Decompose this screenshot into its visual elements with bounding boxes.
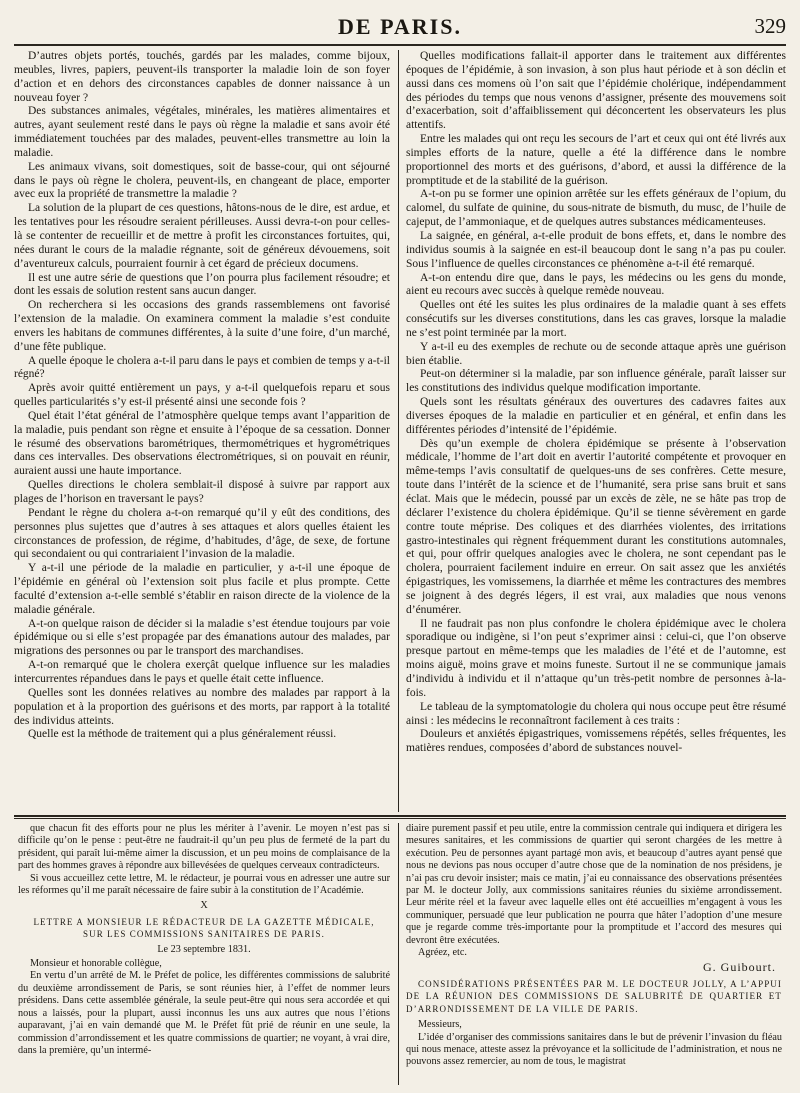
- paragraph: Si vous accueillez cette lettre, M. le rédacteur, je pourrai vous en adresser une autre sur les réformes qu’il me paraît nécessaire de faire subir à la constitution de l’Académie.: [18, 872, 390, 897]
- paragraph: Peut-on déterminer si la maladie, par son influence générale, paraît laisser sur les constitutions des individus quelque modification importante.: [406, 368, 786, 395]
- paragraph: que chacun fit des efforts pour ne plus les mériter à l’avenir. Le moyen n’est pas si difficile qu’on le pense : peut-être ne faudrait-il qu’un peu plus de fermeté de la part du président, qui paraît lui-même aimer la discussion, et un peu moins de complaisance de la part des hommes graves à répondre aux billevésées de quelques cerveaux contradicteurs.: [18, 823, 390, 872]
- paragraph: Quelles modifications fallait-il apporter dans le traitement aux différentes époques de l’épidémie, à son invasion, à son plus haut période et à son déclin et aussi dans ces momens où l’on sait que l’épidémie cholérique, indépendamment des périodes du temps que nous venons d’assigner, présente des mouvemens soit d’exacerbation, soit d’affaiblissement qui déconcertent les observateurs les plus attentifs.: [406, 50, 786, 132]
- salutation: Monsieur et honorable collègue,: [30, 958, 162, 970]
- paragraph: A quelle époque le cholera a-t-il paru dans le pays et combien de temps y a-t-il régné?: [14, 354, 390, 381]
- paragraph: Le tableau de la symptomatologie du cholera qui nous occupe peut être résumé ainsi : les médecins le reconnaîtront facilement à ces traits :: [406, 700, 786, 727]
- paragraph: Quels sont les résultats généraux des ouvertures des cadavres faites aux diverses époques de la maladie en particulier et en général, et enfin dans les différentes périodes d’intensité de l’épidémie.: [406, 396, 786, 436]
- paragraph: diaire purement passif et peu utile, entre la commission centrale qui indiquera et dirigera les mesures sanitaires, et les commissions de quartier qui seront chargées de les mettre à exécution. Peu de personnes ayant partagé mon avis, et beaucoup d’autres ayant pensé que nous ne devions pas nous occuper d’autre chose que de la nomination de nos présidens, je n’ai pas cru devoir insister; mais ce matin, j’ai eu connaissance des observations présentées par M. le docteur Jolly, aux commissions sanitaires réunies du sixième arrondissement. Leur mérite réel et la faveur avec laquelle elles ont été accueillies m’engagent à vous les communiquer, persuadé que leur publication ne pourra que hâter l’adoption d’une mesure que je regarde comme très-importante pour la promptitude et l’accord des mesures qui devront être exécutées.: [406, 823, 782, 946]
- upper-right-column: [406, 50, 786, 756]
- lower-column-divider: [398, 823, 399, 1085]
- feuilleton-rule-top: [14, 815, 786, 817]
- paragraph: D’autres objets portés, touchés, gardés par les malades, comme bijoux, meubles, livres, papiers, peuvent-ils transporter la maladie loin de son foyer d’action et en dehors des circonstances capables de donner naissance à un nouveau foyer ?: [14, 50, 390, 104]
- letter-date: Le 23 septembre 1831.: [157, 943, 251, 955]
- paragraph: Douleurs et anxiétés épigastriques, vomissemens répétés, selles fréquentes, les matières rendues, composées d’abord de substances nouvel-: [406, 728, 786, 755]
- paragraph: Il ne faudrait pas non plus confondre le cholera épidémique avec le cholera sporadique ou indigène, si l’on peut s’exprimer ainsi : celui-ci, que l’on observe presque partout en même-temps que les maladies de l’été et de l’automne, est moins aiguë, moins grave et moins funeste. Surtout il ne se communique jamais d’individu à individu et il n’attaque qu’un très-petit nombre de personnes à-la-fois.: [406, 617, 786, 699]
- paragraph: Y a-t-il une période de la maladie en particulier, y a-t-il une époque de l’épidémie en général où l’extension soit plus facile et plus prompte. Cette faculté d’extension a-t-elle semblé s’établir en raison directe de la violence de la maladie générale.: [14, 562, 390, 616]
- paragraph: Quelles directions le cholera semblait-il disposé à suivre par rapport aux plages de l’horison en traversant le pays?: [14, 479, 390, 505]
- upper-left-column: [14, 50, 390, 742]
- paragraph: L’idée d’organiser des commissions sanitaires dans le but de prévenir l’invasion du fléau qui nous menace, atteste assez la prévoyance et la sollicitude de l’administration, et nous ne pouvons assez remercier, au nom de tous, le magistrat: [406, 1031, 782, 1068]
- column-divider: [398, 50, 399, 812]
- paragraph: A-t-on pu se former une opinion arrêtée sur les effets généraux de l’opium, du calomel, du sulfate de quinine, du sous-nitrate de bismuth, du musc, de l’huile de cajeput, de l’ammoniaque, et de quelques autres substances médicamenteuses.: [406, 188, 786, 229]
- paragraph: Quelle est la méthode de traitement qui a plus généralement réussi.: [28, 728, 337, 741]
- paragraph: En vertu d’un arrêté de M. le Préfet de police, les différentes commissions de salubrité du deuxième arrondissement de Paris, se sont réunies hier, à l’effet de nommer leurs présidens. Dans cette assemblée générale, la seule peut-être qui nous sera accordée et qui nous a laissés, pour la plupart, aussi inconnus les uns aux autres que nous l’étions auparavant, j’ai en vain demandé que M. le Préfet fût prié de réunir en une seule, la commission d’arrondissement et les quatre commissions de quartier; ne voyant, à vrai dire, dans la première, qu’un intermé-: [18, 970, 390, 1056]
- page-number: 329: [754, 14, 786, 38]
- address: Messieurs,: [418, 1019, 462, 1031]
- paragraph: Après avoir quitté entièrement un pays, y a-t-il quelquefois reparu et sous quelles particularités s’y est-il présenté ainsi une seconde fois ?: [14, 382, 390, 409]
- paragraph: A-t-on entendu dire que, dans le pays, les médecins ou les gens du monde, aient eu recours avec succès à quelque remède nouveau.: [406, 271, 786, 298]
- paragraph: Quel était l’état général de l’atmosphère quelque temps avant l’apparition de la maladie, puis pendant son règne et ensuite à l’époque de sa cessation. Donner le résumé des observations barométriques, thermométriques et hygrométriques dans ces intervalles. Des observations électrométriques, si on pouvait en réunir, auraient aussi une haute importance.: [14, 409, 390, 478]
- paragraph: La solution de la plupart de ces questions, hâtons-nous de le dire, est ardue, et les tentatives pour les résoudre seraient périlleuses. Aussi devra-t-on pour celles-là se contenter de recueillir et de mettre à profit les circonstances fortuites, qui, nées durant le cours de la maladie régnante, soit de généreux dévouemens, soit d’aventureux calculs, pourraient fournir à cet égard de précieux documens.: [14, 202, 390, 270]
- running-title: DE PARIS.: [338, 14, 462, 39]
- paragraph: Y a-t-il eu des exemples de rechute ou de seconde attaque après une guérison bien établie.: [406, 340, 786, 367]
- lower-left-column: [18, 823, 390, 1057]
- paragraph: A-t-on quelque raison de décider si la maladie s’est étendue toujours par voie épidémique ou si elle s’est propagée par des émanations autour des malades, par migrations des personnes ou par le transport des marchandises.: [14, 617, 390, 658]
- closing: Agréez, etc.: [418, 947, 467, 959]
- paragraph: Les animaux vivans, soit domestiques, soit de basse-cour, qui ont séjourné dans le pays où règne le cholera, peuvent-ils, en changeant de place, emporter avec eux la propriété de transmettre la maladie ?: [14, 160, 390, 201]
- paragraph: A-t-on remarqué que le cholera exerçât quelque influence sur les maladies intercurrentes répandues dans le pays et quelle était cette influence.: [14, 659, 390, 685]
- paragraph: Quelles ont été les suites les plus ordinaires de la maladie quant à ses effets consécutifs sur les diverses constitutions, dans les cas graves, lorsque la maladie ne s’est point terminée par la mort.: [406, 299, 786, 339]
- lower-right-column: [406, 823, 782, 1069]
- paragraph: Quelles sont les données relatives au nombre des malades par rapport à la population et à la proportion des guérisons et des morts, par rapport à la totalité des individus atteints.: [14, 686, 390, 727]
- paragraph: Des substances animales, végétales, minérales, les matières alimentaires et autres, ayant seulement resté dans le pays où règne la maladie et sans avoir été immédiatement touchées par des malades, peuvent-elles transmettre au loin la maladie.: [14, 105, 390, 159]
- paragraph: Dès qu’un exemple de cholera épidémique se présente à l’observation médicale, l’homme de l’art doit en avertir l’autorité compétente et provoquer en même-temps l’avis consultatif de quelques-uns de ses confrères. Cette mesure, toute dans l’intérêt de la science et de l’humanité, sera prise sans bruit et sans éclat. Mais que le médecin, poussé par un excès de zèle, ne se hâte pas trop de déclarer l’existence du cholera épidémique. Qu’il se tienne sévèrement en garde contre toute méprise. Des coliques et des diarrhées violentes, des irritations gastro-intestinales qui règnent fréquemment durant les constitutions automnales, et qui, pour offrir quelques analogies avec le cholera, ne sont cependant pas le cholera, pourraient facilement induire en erreur. On sait assez que les anxiétés épigastriques, les vomissemens, la diarrhée et même les contractures des membres se joignent à des degrés légers, il est vrai, aux maladies que nous venons d’énumérer.: [406, 437, 786, 616]
- paragraph: La saignée, en général, a-t-elle produit de bons effets, et, dans le nombre des individus soumis à la saignée en est-il beaucoup dont le sang n’a pas pu couler. Sous l’influence de quelles circonstances ce phénomène a-t-il été remarqué.: [406, 229, 786, 270]
- feuilleton-rule-bottom: [14, 818, 786, 819]
- paragraph: On recherchera si les occasions des grands rassemblemens ont favorisé l’extension de la maladie. On examinera comment la maladie s’est conduite envers les habitans de communes différentes, à la suite d’une foire, d’un marché, d’une fête publique.: [14, 299, 390, 353]
- paragraph: Pendant le règne du cholera a-t-on remarqué qu’il y eût des conditions, des personnes plus sujettes que d’autres à ses attaques et alors quelles étaient les circonstances de profession, de régime, d’habitudes, d’âge, de sexe, de fortune qui secondaient ou qui contrariaient l’invasion de la maladie.: [14, 506, 390, 561]
- letter-heading: LETTRE A MONSIEUR LE RÉDACTEUR DE LA GAZETTE MÉDICALE,: [33, 916, 375, 927]
- paragraph: Entre les malades qui ont reçu les secours de l’art et ceux qui ont été livrés aux simples efforts de la nature, quelle a été la différence dans le nombre proportionnel des morts et des guérisons, d’abord, et aussi la différence de la promptitude et de la stabilité de la guérison.: [406, 133, 786, 187]
- signature: G. Guibourt.: [703, 960, 776, 975]
- header-rule: [14, 44, 786, 46]
- considerations-heading: CONSIDÉRATIONS PRÉSENTÉES PAR M. LE DOCTEUR JOLLY, A L’APPUI DE LA RÉUNION DES COMMISSIONS DE SALUBRITÉ DE QUARTIER ET D’ARRONDISSEMENT DE LA VILLE DE PARIS.: [406, 978, 782, 1014]
- letter-subheading: SUR LES COMMISSIONS SANITAIRES DE PARIS.: [83, 929, 325, 940]
- paragraph: Il est une autre série de questions que l’on pourra plus facilement résoudre; et dont les essais de solution restent sans aucun danger.: [14, 271, 390, 298]
- page-header: [0, 8, 800, 42]
- letter-signature-x: X: [200, 900, 208, 912]
